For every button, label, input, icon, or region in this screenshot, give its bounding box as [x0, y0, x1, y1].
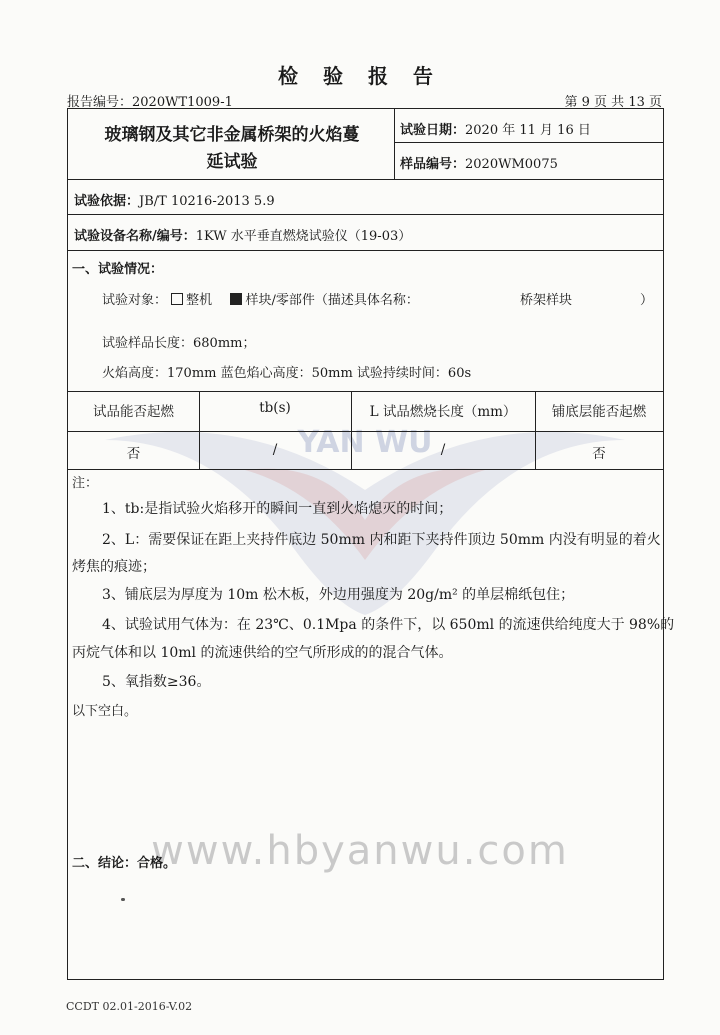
option-sample-part: 样块/零部件（描述具体名称： — [245, 293, 419, 308]
divider — [394, 142, 664, 143]
test-date-label: 试验日期： — [400, 123, 466, 138]
sample-number-row — [400, 153, 558, 172]
divider — [68, 431, 664, 432]
divider — [68, 469, 664, 470]
divider — [68, 214, 664, 215]
ink-speck — [121, 898, 125, 901]
form-code: CCDT 02.01-2016-V.02 — [66, 1000, 193, 1013]
table-cell: 否 — [592, 446, 606, 462]
flame-parameters: 火焰高度：170mm 蓝色焰心高度：50mm 试验持续时间：60s — [102, 366, 472, 381]
test-date-value: 2020 年 11 月 16 日 — [465, 123, 591, 138]
watermark-logo-text: YAN WU — [297, 425, 433, 460]
document-title: 检 验 报 告 — [278, 64, 442, 88]
note-item: 2、L：需要保证在距上夹持件底边 50mm 内和距下夹持件顶边 50mm 内没有明显的着火 — [102, 532, 661, 548]
test-name-line-1: 玻璃钢及其它非金属桥架的火焰蔓 — [104, 125, 360, 145]
watermark-url: www.hbyanwu.com — [151, 828, 569, 874]
sample-name-close: ） — [640, 293, 654, 308]
sample-name: 桥架样块 — [520, 293, 573, 308]
page-info: 第 9 页 共 13 页 — [564, 95, 662, 110]
checkbox-unchecked-icon — [171, 293, 183, 305]
note-item: 1、tb:是指试验火焰移开的瞬间一直到火焰熄灭的时间； — [102, 501, 453, 517]
equipment-row — [74, 225, 411, 244]
note-item: 3、铺底层为厚度为 10m 松木板，外边用强度为 20g/m² 的单层棉纸包住； — [102, 587, 575, 603]
note-item-continued: 丙烷气体和以 10ml 的流速供给的空气所形成的的混合气体。 — [72, 645, 453, 661]
notes-heading: 注： — [72, 476, 99, 491]
report-number: 报告编号：2020WT1009-1 — [67, 95, 233, 110]
divider — [68, 391, 664, 392]
table-header: 试品能否起燃 — [93, 404, 174, 420]
sample-number-value: 2020WM0075 — [465, 157, 558, 172]
table-cell: 否 — [126, 446, 141, 462]
test-name — [72, 122, 392, 176]
table-cell: / — [440, 442, 446, 458]
test-object-row — [102, 289, 419, 308]
note-item: 4、试验试用气体为：在 23℃、0.1Mpa 的条件下，以 650ml 的流速供给纯度大于 98%的 — [102, 617, 675, 633]
test-date-row — [400, 119, 591, 138]
table-header: tb(s) — [259, 400, 291, 416]
divider — [68, 250, 664, 251]
sample-number-label: 样品编号： — [400, 157, 466, 172]
note-item: 5、氧指数≥36。 — [102, 674, 211, 690]
table-header: L 试品燃烧长度（mm） — [369, 404, 517, 420]
conclusion: 二、结论：合格。 — [72, 856, 177, 871]
checkbox-checked-icon — [230, 293, 242, 305]
option-whole-unit: 整机 — [186, 293, 213, 308]
test-basis-value: JB/T 10216-2013 5.9 — [139, 194, 275, 209]
test-basis-label: 试验依据： — [74, 194, 140, 209]
section-heading-situation: 一、试验情况： — [72, 262, 164, 277]
divider — [394, 109, 395, 179]
divider — [68, 179, 664, 180]
equipment-label: 试验设备名称/编号： — [74, 229, 196, 244]
test-name-line-2: 延试验 — [206, 152, 258, 172]
test-basis-row — [74, 190, 275, 209]
blank-below: 以下空白。 — [72, 704, 138, 719]
test-object-label: 试验对象： — [102, 293, 168, 308]
note-item-continued: 烤焦的痕迹； — [72, 559, 156, 575]
table-cell: / — [272, 442, 278, 458]
table-header: 铺底层能否起燃 — [551, 404, 647, 420]
sample-length: 试验样品长度：680mm； — [102, 336, 256, 351]
equipment-value: 1KW 水平垂直燃烧试验仪（19-03） — [195, 229, 412, 244]
